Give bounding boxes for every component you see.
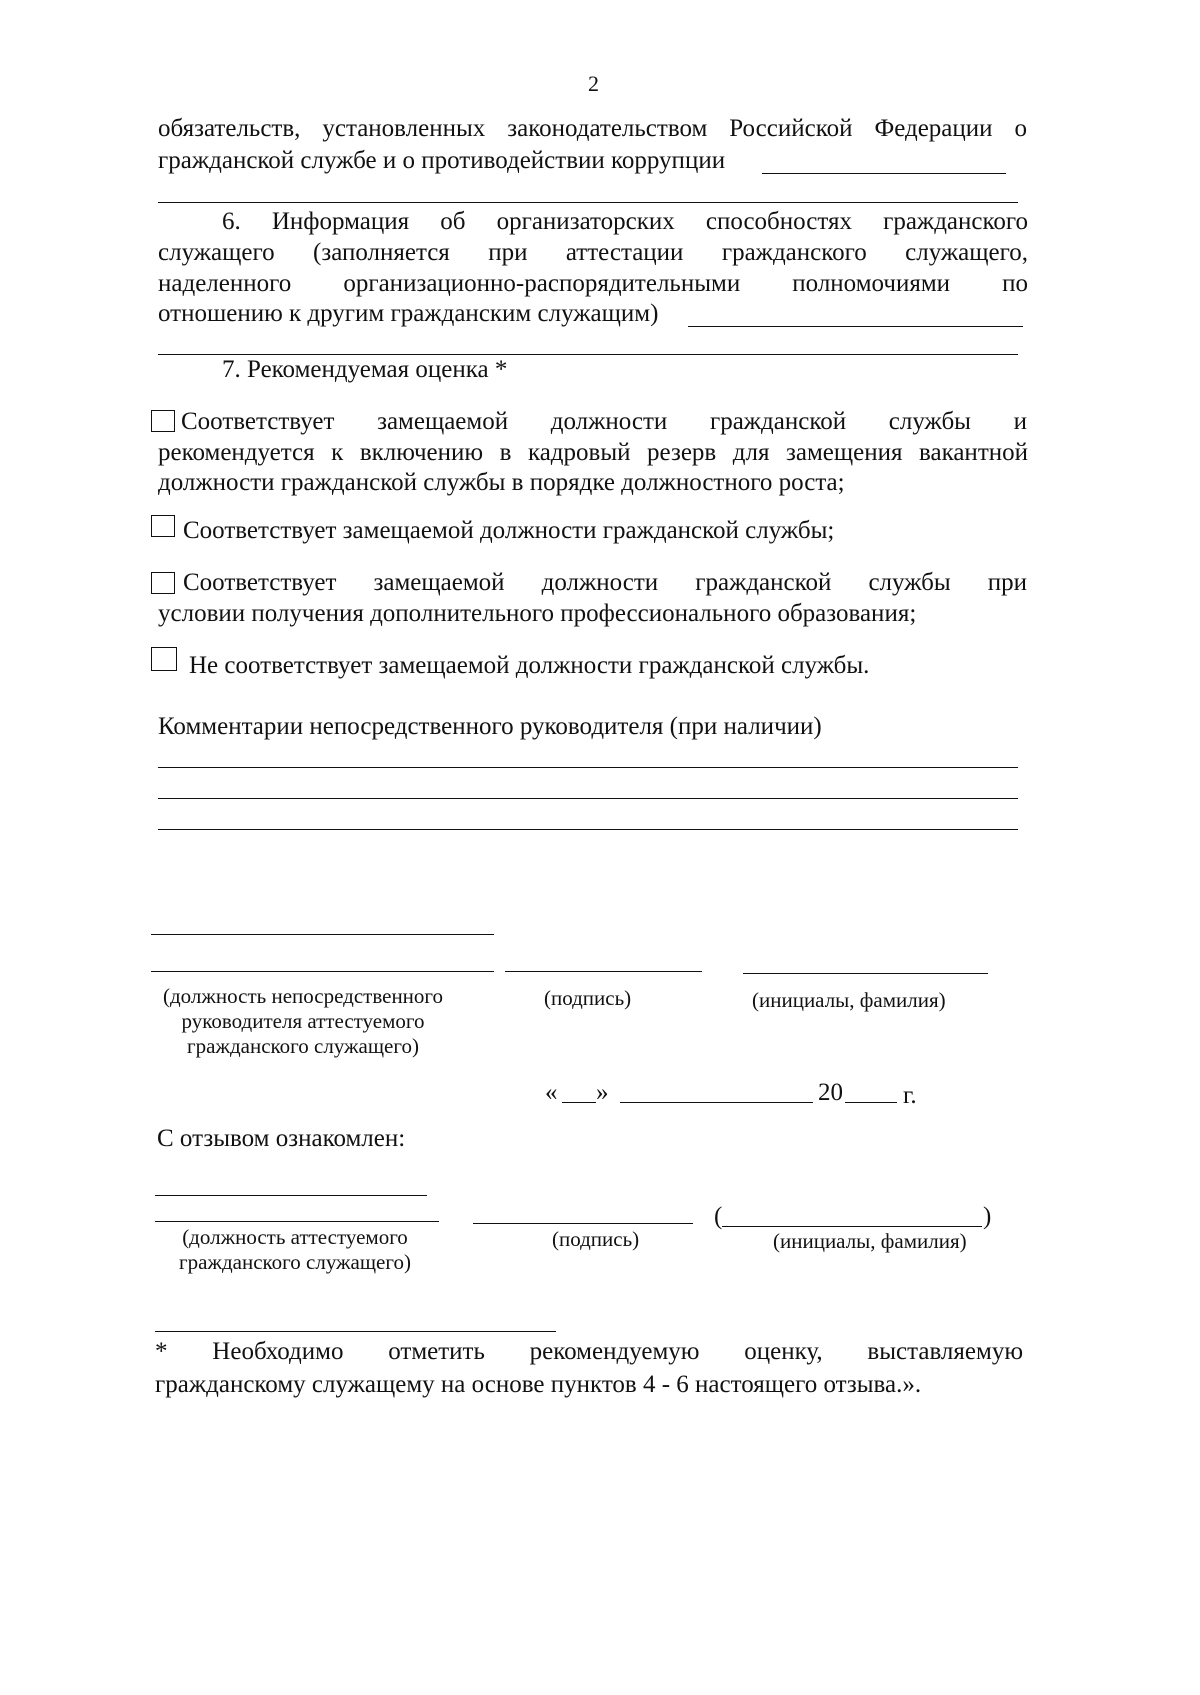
- date-year-prefix: 20: [818, 1079, 843, 1106]
- employee-name-close-paren: ): [983, 1203, 992, 1230]
- section6-line4: отношению к другим гражданским служащим): [158, 300, 659, 327]
- option3-checkbox[interactable]: [151, 572, 175, 594]
- date-close-quote: »: [596, 1079, 609, 1106]
- date-month-line[interactable]: [620, 1102, 813, 1103]
- supervisor-signature-line[interactable]: [505, 971, 702, 972]
- supervisor-position-line-2[interactable]: [151, 971, 494, 972]
- option1-line3: должности гражданской службы в порядке должностного роста;: [158, 469, 845, 496]
- employee-name-line[interactable]: [722, 1226, 982, 1227]
- employee-name-caption: (инициалы, фамилия): [773, 1229, 967, 1253]
- employee-position-line-1[interactable]: [155, 1195, 427, 1196]
- supervisor-signature-caption: (подпись): [544, 986, 632, 1010]
- employee-signature-line[interactable]: [473, 1223, 693, 1224]
- comments-line-1[interactable]: [158, 767, 1018, 768]
- employee-position-caption-1: (должность аттестуемого: [182, 1225, 408, 1249]
- option4-checkbox[interactable]: [151, 647, 177, 671]
- section5-fill-line-full: [158, 202, 1018, 203]
- supervisor-position-caption-3: гражданского служащего): [187, 1034, 419, 1058]
- section6-fill-line-inline: [688, 326, 1023, 327]
- employee-position-line-2[interactable]: [155, 1221, 439, 1222]
- supervisor-name-line[interactable]: [743, 973, 988, 974]
- section5-fill-line-inline: [762, 173, 1006, 174]
- date-year-line[interactable]: [845, 1102, 897, 1103]
- section5-line1: обязательств, установленных законодательством Российской Федерации о: [158, 115, 1027, 142]
- option1-line1: Соответствует замещаемой должности гражданской службы и: [181, 408, 1027, 435]
- footnote-line2: гражданскому служащему на основе пунктов 4 - 6 настоящего отзыва.».: [155, 1371, 922, 1398]
- employee-position-caption-2: гражданского служащего): [179, 1250, 411, 1274]
- page-number: 2: [588, 71, 599, 96]
- option2-line1: Соответствует замещаемой должности гражданской службы;: [183, 517, 835, 544]
- section6-line2: служащего (заполняется при аттестации гражданского служащего,: [158, 239, 1028, 266]
- comments-label: Комментарии непосредственного руководителя (при наличии): [158, 713, 822, 740]
- option3-line1: Соответствует замещаемой должности гражданской службы при: [183, 569, 1027, 596]
- option1-checkbox[interactable]: [151, 410, 175, 432]
- comments-line-3[interactable]: [158, 829, 1018, 830]
- employee-signature-caption: (подпись): [552, 1227, 640, 1251]
- acknowledged-label: С отзывом ознакомлен:: [157, 1125, 406, 1152]
- section6-line3: наделенного организационно-распорядительными полномочиями по: [158, 270, 1028, 297]
- section6-line1: 6. Информация об организаторских способностях гражданского: [222, 208, 1028, 235]
- date-day-line[interactable]: [562, 1102, 596, 1103]
- supervisor-position-caption-2: руководителя аттестуемого: [181, 1009, 425, 1033]
- supervisor-position-caption-1: (должность непосредственного: [162, 984, 444, 1008]
- option1-line2: рекомендуется к включению в кадровый резерв для замещения вакантной: [158, 439, 1028, 466]
- section5-line2: гражданской службе и о противодействии коррупции: [158, 147, 726, 174]
- date-year-suffix: г.: [903, 1082, 917, 1109]
- supervisor-position-line-1[interactable]: [151, 934, 494, 935]
- option4-line1: Не соответствует замещаемой должности гражданской службы.: [189, 652, 870, 679]
- section7-title: 7. Рекомендуемая оценка *: [222, 356, 508, 383]
- date-open-quote: «: [545, 1079, 558, 1106]
- footnote-separator: [155, 1331, 556, 1332]
- option2-checkbox[interactable]: [151, 515, 175, 537]
- supervisor-name-caption: (инициалы, фамилия): [752, 988, 946, 1012]
- comments-line-2[interactable]: [158, 798, 1018, 799]
- option3-line2: условии получения дополнительного профессионального образования;: [158, 600, 917, 627]
- employee-name-open-paren: (: [714, 1203, 723, 1230]
- footnote-line1: * Необходимо отметить рекомендуемую оценку, выставляемую: [155, 1338, 1023, 1365]
